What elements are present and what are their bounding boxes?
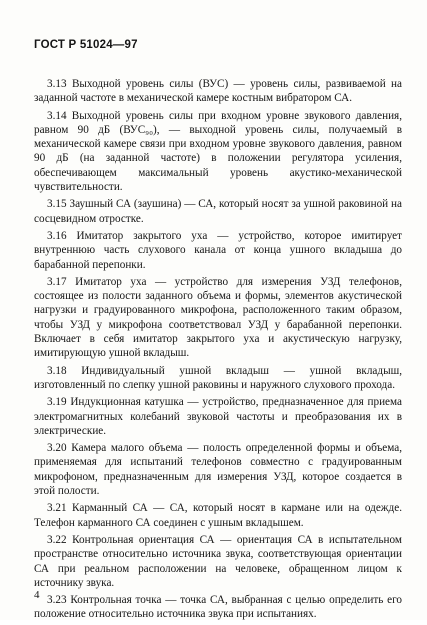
paragraph-3-21: 3.21 Карманный СА — СА, который носят в кармане или на одежде. Телефон карманного СА соединен с ушным вкладышем. — [34, 502, 402, 529]
document-body — [34, 77, 402, 625]
paragraph-3-22: 3.22 Контрольная ориентация СА — ориентация СА в испытательном пространстве относительно источника звука, соответствующая ориентации СА при реальном расположении на человеке, обращенном лицом к источнику звука. — [34, 533, 402, 589]
paragraph-3-16: 3.16 Имитатор закрытого уха — устройство, которое имитирует внутреннюю часть слухового канала от конца ушного вкладыша до барабанной перепонки. — [34, 229, 402, 271]
paragraph-3-20: 3.20 Камера малого объема — полость определенной формы и объема, применяемая для испытаний телефонов совместно с градуированным микрофоном, предназначенным для измерения УЗД, которое создается в этой полости. — [34, 442, 402, 498]
paragraph-3-18: 3.18 Индивидуальный ушной вкладыш — ушной вкладыш, изготовленный по слепку ушной раковины и наружного слухового прохода. — [34, 364, 402, 391]
page-number: 4 — [34, 589, 40, 601]
paragraph-3-13: 3.13 Выходной уровень силы (ВУС) — уровень силы, развиваемой на заданной частоте в механической камере костным вибратором СА. — [34, 78, 402, 105]
paragraph-3-14: 3.14 Выходной уровень силы при входном уровне звукового давления, равном 90 дБ (ВУС₉₀), — выходной уровень силы, получаемый в механической камере связи при входном уровне звукового давления, равном 90 дБ (на заданной частоте) в положении регулятора усиления, обеспечивающем максимальный уровень акустико-механической чувствительности. — [34, 109, 402, 194]
paragraph-3-23: 3.23 Контрольная точка — точка СА, выбранная с целью определить его положение относительно источника звука при испытаниях. — [34, 594, 402, 621]
paragraph-3-15: 3.15 Заушный СА (заушина) — СА, который носят за ушной раковиной на сосцевидном отростке. — [34, 198, 402, 225]
paragraph-3-17: 3.17 Имитатор уха — устройство для измерения УЗД телефонов, состоящее из полости заданного объема и формы, элементов акустической нагрузки и градуированного микрофона, расположенного таким образом, чтобы УЗД у микрофона соответствовал УЗД у барабанной перепонки. Включает в себя имитатор закрытого уха и акустическую нагрузку, имитирующую ушной вкладыш. — [34, 275, 402, 360]
document-header: ГОСТ Р 51024—97 — [34, 39, 138, 51]
paragraph-3-19: 3.19 Индукционная катушка — устройство, предназначенное для приема электромагнитных колебаний звуковой частоты и преобразования их в электрические. — [34, 396, 402, 437]
